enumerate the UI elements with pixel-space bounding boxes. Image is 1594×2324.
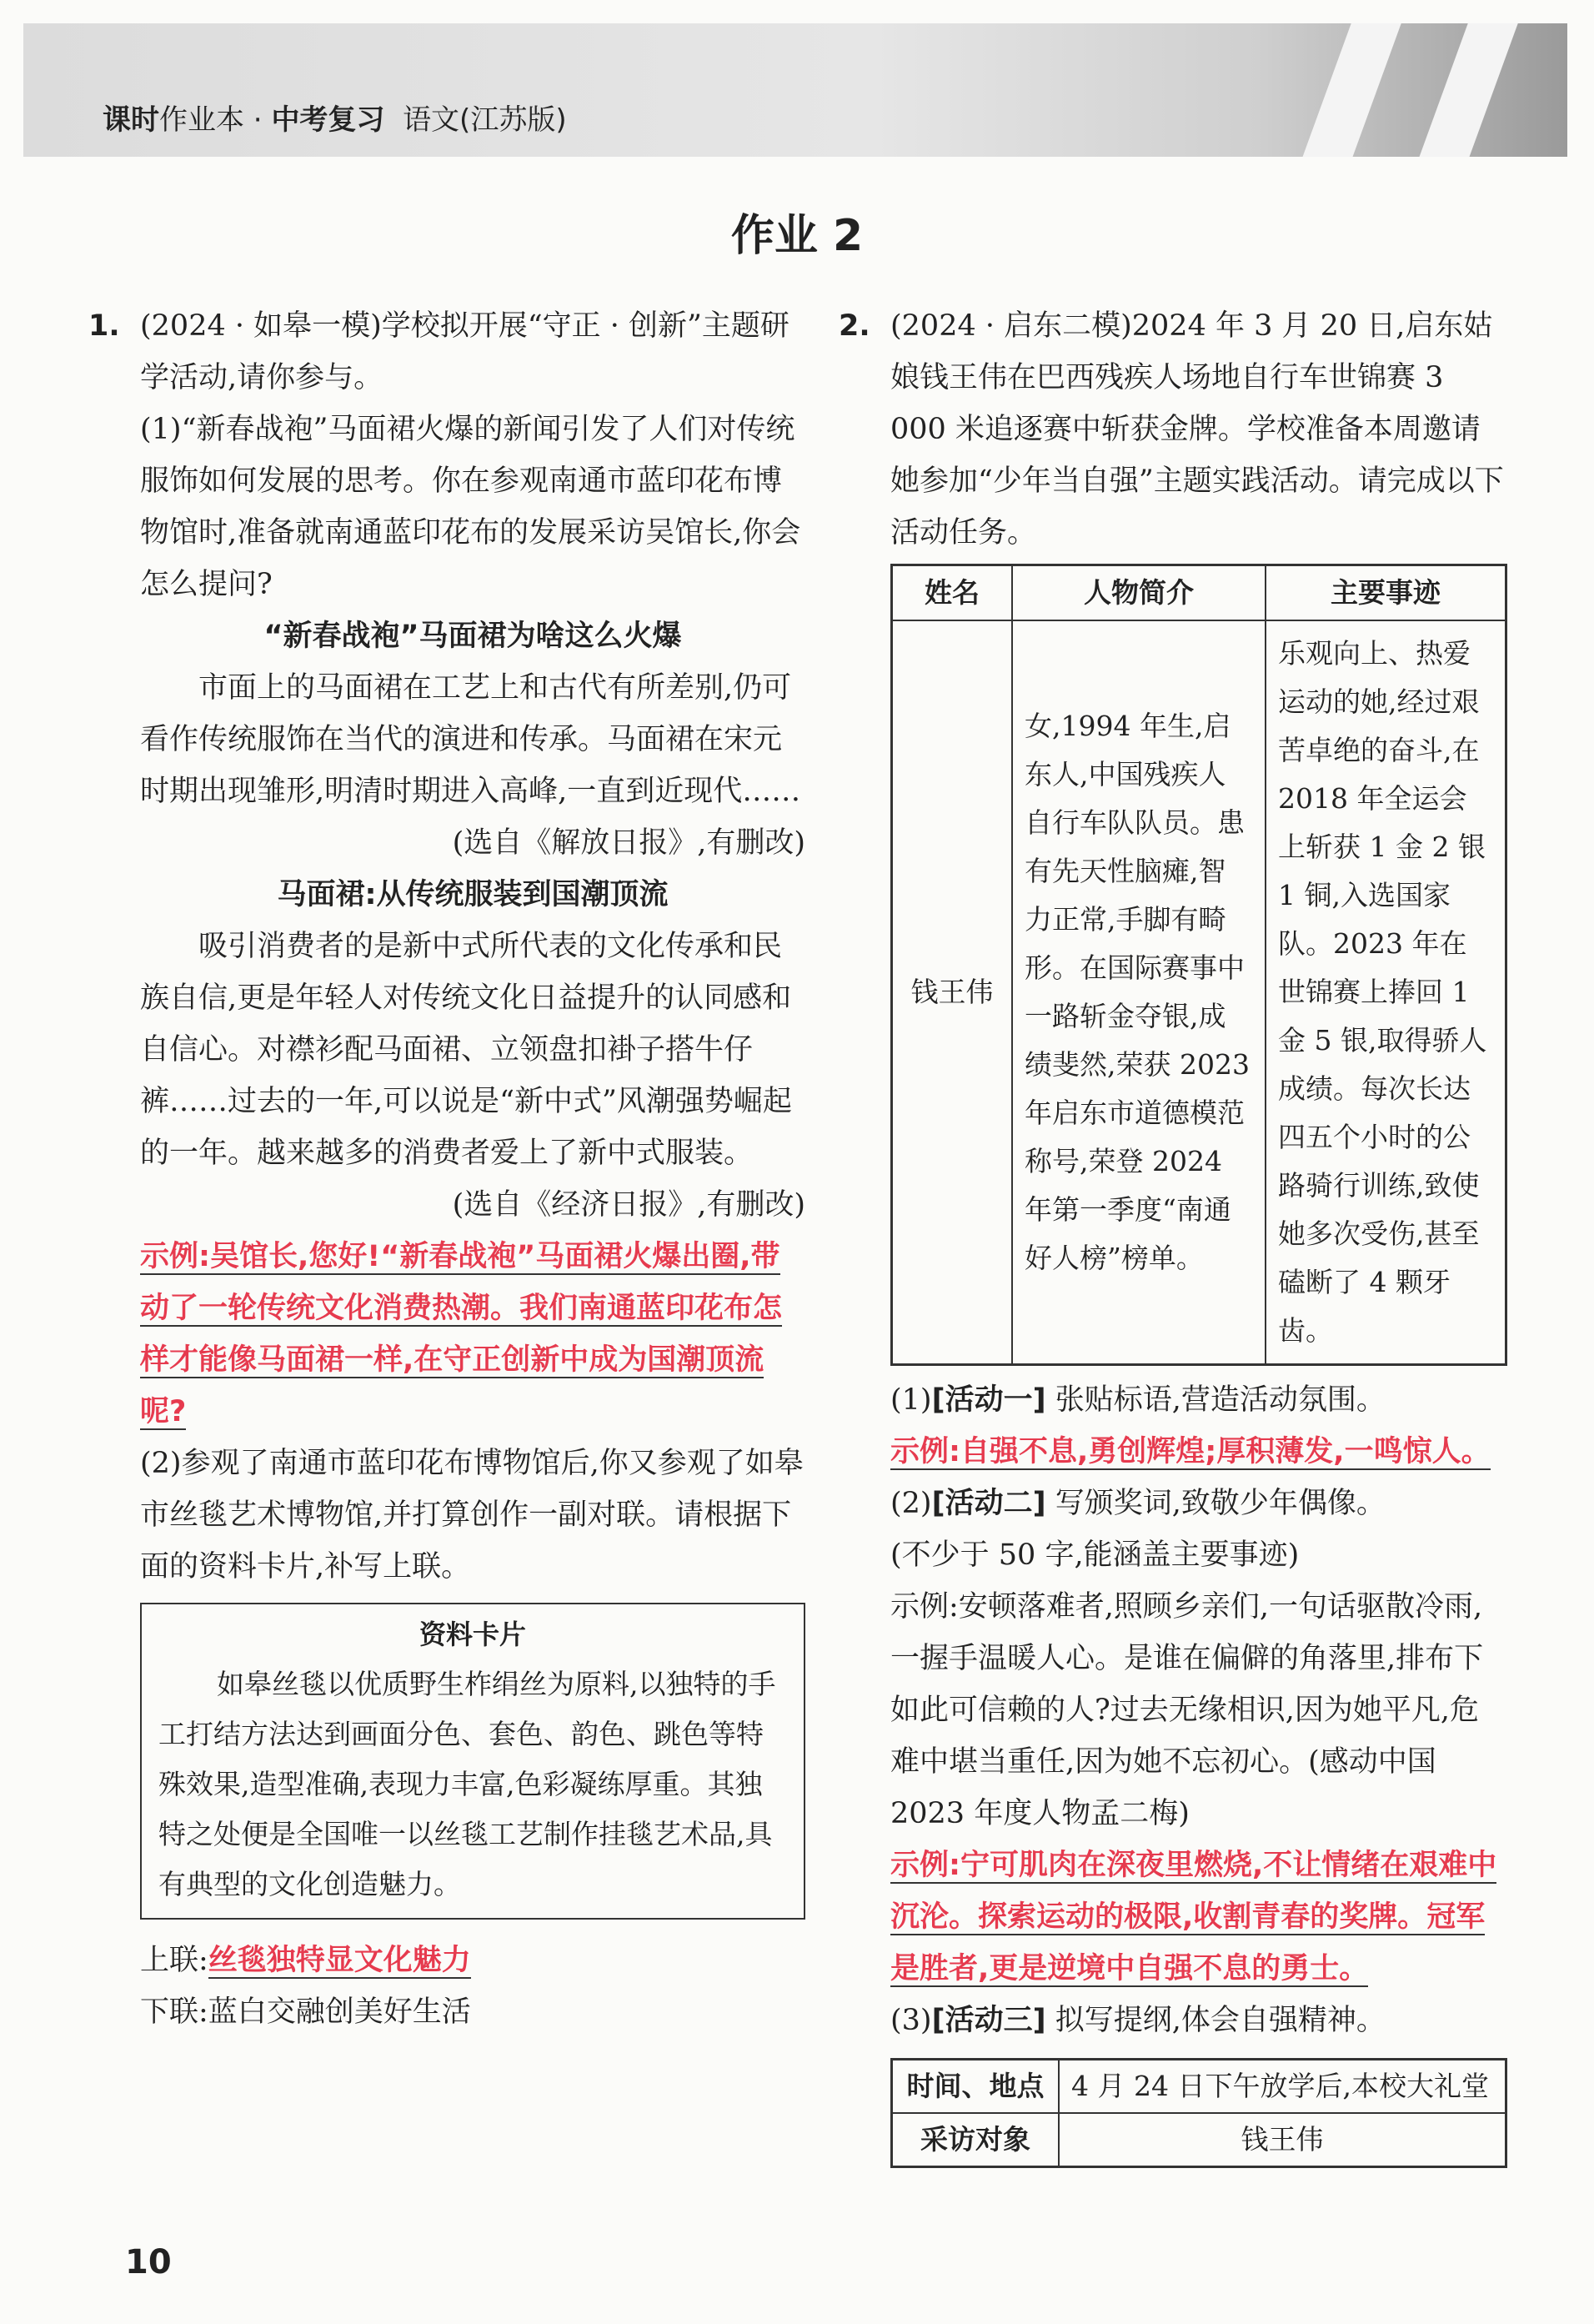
table-header: 姓名	[892, 565, 1013, 621]
article-body: 吸引消费者的是新中式所代表的文化传承和民族自信,更是年轻人对传统文化日益提升的认同感和自信心。对襟衫配马面裙、立领盘扣褂子搭牛仔裤……过去的一年,可以说是“新中式”风潮强势崛起的一年。越来越多的消费者爱上了新中式服装。	[140, 930, 792, 1170]
table-label: 时间、地点	[892, 2060, 1060, 2114]
answer-text: 丝毯独特显文化魅力	[208, 1944, 471, 1977]
series-bold: 课时	[103, 103, 159, 137]
table-cell: 4 月 24 日下午放学后,本校大礼堂	[1059, 2060, 1506, 2114]
subject-label: 语文(江苏版)	[403, 103, 567, 137]
card-title: 资料卡片	[419, 1619, 526, 1650]
article-source: (选自《经济日报》,有删改)	[452, 1188, 805, 1222]
article-title: 马面裙:从传统服装到国潮顶流	[277, 878, 669, 911]
table-header: 人物简介	[1012, 565, 1266, 621]
table-label: 采访对象	[892, 2113, 1060, 2167]
example-text: 示例:安顿落难者,照顾乡亲们,一句话驱散冷雨,一握手温暖人心。是谁在偏僻的角落里,排布下如此可信赖的人?过去无缘相识,因为她平凡,危难中堪当重任,因为她不忘初心。(感动中国 2023 年度人物孟二梅)	[890, 1590, 1484, 1830]
question-number: 1.	[88, 309, 120, 343]
question-intro: (2024 · 启东二模)2024 年 3 月 20 日,启东姑娘钱王伟在巴西残疾人场地自行车世锦赛 3 000 米追逐赛中斩获金牌。学校准备本周邀请她参加“少年当自强”主题实践活动。请完成以下活动任务。	[890, 309, 1504, 550]
table-cell: 乐观向上、热爱运动的她,经过艰苦卓绝的奋斗,在 2018 年全运会上斩获 1 金 2 银 1 铜,入选国家队。2023 年在世锦赛上捧回 1 金 5 银,取得骄人成绩。每次长达四五个小时的公路骑行训练,致使她多次受伤,甚至磕断了 4 颗牙齿。	[1266, 620, 1506, 1365]
sub-question-2: (2)参观了南通市蓝印花布博物馆后,你又参观了如皋市丝毯艺术博物馆,并打算创作一副对联。请根据下面的资料卡片,补写上联。	[140, 1447, 804, 1584]
table-cell: 女,1994 年生,启东人,中国残疾人自行车队队员。患有先天性脑瘫,智力正常,手脚有畸形。在国际赛事中一路斩金夺银,成绩斐然,荣获 2023 年启东市道德模范称号,荣登 2024 年第一季度“南通好人榜”榜单。	[1012, 620, 1266, 1365]
table-header: 主要事迹	[1266, 565, 1506, 621]
question-2	[839, 300, 1507, 2168]
table-cell: 钱王伟	[892, 620, 1013, 1365]
sub-question-1: (1)[活动一] 张贴标语,营造活动氛围。	[890, 1383, 1386, 1417]
article-title: “新春战袍”马面裙为啥这么火爆	[263, 620, 682, 653]
question-1	[88, 300, 805, 2038]
page-header	[23, 23, 1567, 157]
article-body: 市面上的马面裙在工艺上和古代有所差别,仍可看作传统服饰在当代的演进和传承。马面裙在宋元时期出现雏形,明清时期进入高峰,一直到近现代……	[140, 671, 801, 808]
series-rest: 作业本 ·	[159, 103, 272, 137]
info-card	[140, 1603, 805, 1920]
page-number: 10	[125, 2243, 172, 2281]
sub-question-3: (3)[活动三] 拟写提纲,体会自强精神。	[890, 2004, 1386, 2037]
upper-couplet: 上联:丝毯独特显文化魅力	[140, 1944, 471, 1977]
answer-text: 示例:吴馆长,您好!“新春战袍”马面裙火爆出圈,带动了一轮传统文化消费热潮。我们南通蓝印花布怎样才能像马面裙一样,在守正创新中成为国潮顶流呢?	[140, 1240, 783, 1428]
outline-table	[890, 2058, 1507, 2168]
article-source: (选自《解放日报》,有删改)	[452, 826, 805, 860]
book-title	[103, 97, 567, 138]
question-intro: (2024 · 如皋一模)学校拟开展“守正 · 创新”主题研学活动,请你参与。	[140, 309, 789, 394]
answer-text: 示例:自强不息,勇创辉煌;厚积薄发,一鸣惊人。	[890, 1435, 1491, 1468]
person-table	[890, 564, 1507, 1366]
table-cell: 钱王伟	[1059, 2113, 1506, 2167]
page-title: 作业 2	[730, 211, 864, 261]
sub-question-2: (2)[活动二] 写颁奖词,致敬少年偶像。	[890, 1487, 1386, 1520]
question-number: 2.	[839, 309, 870, 343]
series-subtitle: 中考复习	[271, 103, 385, 137]
card-body: 如皋丝毯以优质野生柞绢丝为原料,以独特的手工打结方法达到画面分色、套色、韵色、跳色等特殊效果,造型准确,表现力丰富,色彩凝练厚重。其独特之处便是全国唯一以丝毯工艺制作挂毯艺术品,具有典型的文化创造魅力。	[158, 1668, 776, 1900]
answer-text: 示例:宁可肌肉在深夜里燃烧,不让情绪在艰难中沉沦。探索运动的极限,收割青春的奖牌。冠军是胜者,更是逆境中自强不息的勇士。	[890, 1849, 1497, 1985]
lower-couplet: 下联:蓝白交融创美好生活	[140, 1995, 471, 2029]
requirement: (不少于 50 字,能涵盖主要事迹)	[890, 1538, 1300, 1572]
sub-question-1: (1)“新春战袍”马面裙火爆的新闻引发了人们对传统服饰如何发展的思考。你在参观南通市蓝印花布博物馆时,准备就南通蓝印花布的发展采访吴馆长,你会怎么提问?	[140, 413, 801, 601]
